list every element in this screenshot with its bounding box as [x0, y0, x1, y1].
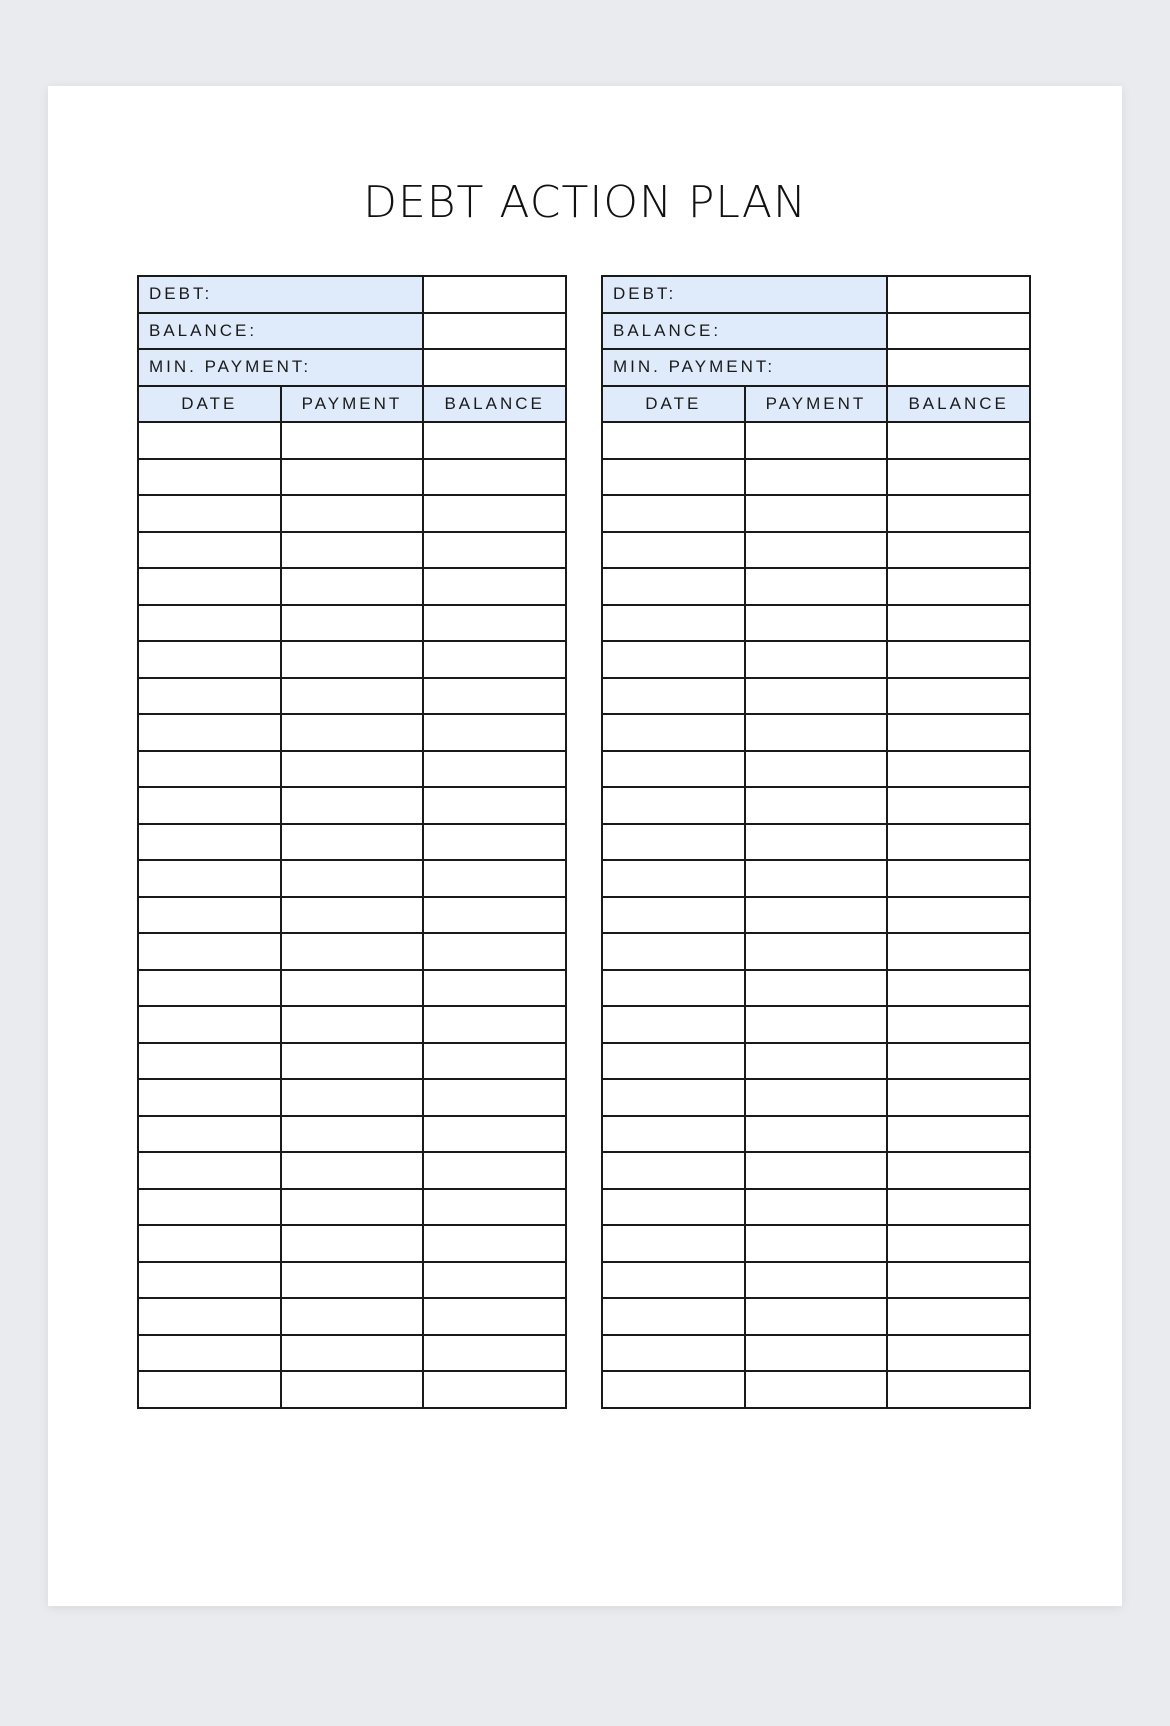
page-title: DEBT ACTION PLAN: [363, 177, 807, 228]
payment-cell[interactable]: [745, 678, 888, 715]
payment-cell[interactable]: [281, 1043, 424, 1080]
date-cell[interactable]: [602, 1335, 745, 1372]
balance-row: [602, 313, 1030, 350]
payment-cell[interactable]: [745, 1006, 888, 1043]
payment-cell[interactable]: [745, 1371, 888, 1408]
balance-cell[interactable]: [423, 1298, 566, 1335]
entry-row: [138, 933, 566, 970]
balance-cell[interactable]: [887, 459, 1030, 496]
balance-cell[interactable]: [887, 568, 1030, 605]
date-cell[interactable]: [602, 970, 745, 1007]
balance-cell[interactable]: [887, 422, 1030, 459]
entry-row: [602, 1298, 1030, 1335]
payment-cell[interactable]: [745, 1225, 888, 1262]
balance-cell[interactable]: [423, 1116, 566, 1153]
entry-row: [138, 714, 566, 751]
payment-cell[interactable]: [745, 751, 888, 788]
balance-cell[interactable]: [887, 1006, 1030, 1043]
payment-cell[interactable]: [745, 568, 888, 605]
entry-row: [138, 532, 566, 569]
balance-cell[interactable]: [423, 605, 566, 642]
balance-value-field[interactable]: [423, 313, 566, 350]
entry-row: [602, 897, 1030, 934]
balance-cell[interactable]: [887, 787, 1030, 824]
date-cell[interactable]: [602, 1225, 745, 1262]
entry-row: [602, 970, 1030, 1007]
balance-cell[interactable]: [887, 1335, 1030, 1372]
entry-row: [602, 1225, 1030, 1262]
payment-cell[interactable]: [745, 1298, 888, 1335]
payment-cell[interactable]: [281, 897, 424, 934]
min-payment-row: [602, 349, 1030, 386]
payment-cell[interactable]: [281, 422, 424, 459]
date-cell[interactable]: [138, 860, 281, 897]
payment-column-header: PAYMENT: [745, 386, 888, 423]
entry-row: [602, 1079, 1030, 1116]
balance-cell[interactable]: [423, 1371, 566, 1408]
entry-row: [138, 1262, 566, 1299]
balance-cell[interactable]: [423, 678, 566, 715]
payment-cell[interactable]: [745, 532, 888, 569]
payment-cell[interactable]: [745, 1116, 888, 1153]
entry-row: [602, 568, 1030, 605]
entry-row: [138, 1043, 566, 1080]
entry-row: [138, 678, 566, 715]
payment-cell[interactable]: [281, 860, 424, 897]
date-cell[interactable]: [138, 568, 281, 605]
balance-cell[interactable]: [887, 1225, 1030, 1262]
balance-row: [138, 313, 566, 350]
payment-cell[interactable]: [745, 897, 888, 934]
debt-label: DEBT:: [138, 276, 423, 313]
date-cell[interactable]: [602, 605, 745, 642]
entry-row: [138, 1079, 566, 1116]
entry-row: [602, 1006, 1030, 1043]
payment-cell[interactable]: [745, 1189, 888, 1226]
payment-cell[interactable]: [745, 495, 888, 532]
entry-row: [602, 459, 1030, 496]
entry-row: [138, 1152, 566, 1189]
date-cell[interactable]: [602, 714, 745, 751]
min-payment-value-field[interactable]: [887, 349, 1030, 386]
payment-cell[interactable]: [281, 970, 424, 1007]
balance-cell[interactable]: [887, 1116, 1030, 1153]
payment-cell[interactable]: [281, 1371, 424, 1408]
date-column-header: DATE: [602, 386, 745, 423]
balance-cell[interactable]: [423, 1189, 566, 1226]
balance-cell[interactable]: [423, 1043, 566, 1080]
payment-cell[interactable]: [281, 1262, 424, 1299]
entry-row: [602, 1262, 1030, 1299]
balance-cell[interactable]: [423, 824, 566, 861]
entry-row: [138, 459, 566, 496]
balance-value-field[interactable]: [887, 313, 1030, 350]
entry-row: [602, 714, 1030, 751]
balance-cell[interactable]: [423, 1006, 566, 1043]
entry-row: [602, 1152, 1030, 1189]
balance-cell[interactable]: [423, 860, 566, 897]
debt-table-1: [137, 275, 567, 1409]
entry-row: [138, 568, 566, 605]
debt-label: DEBT:: [602, 276, 887, 313]
balance-cell[interactable]: [423, 568, 566, 605]
entry-row: [602, 860, 1030, 897]
debt-row: [602, 276, 1030, 313]
entry-row: [138, 1225, 566, 1262]
date-cell[interactable]: [138, 1043, 281, 1080]
balance-cell[interactable]: [423, 933, 566, 970]
date-cell[interactable]: [138, 1225, 281, 1262]
payment-cell[interactable]: [745, 1043, 888, 1080]
balance-cell[interactable]: [887, 897, 1030, 934]
payment-cell[interactable]: [281, 532, 424, 569]
payment-cell[interactable]: [281, 495, 424, 532]
date-cell[interactable]: [138, 970, 281, 1007]
entry-row: [138, 1371, 566, 1408]
date-cell[interactable]: [138, 678, 281, 715]
balance-cell[interactable]: [887, 641, 1030, 678]
entry-row: [602, 751, 1030, 788]
entry-row: [138, 1335, 566, 1372]
date-cell[interactable]: [138, 824, 281, 861]
date-column-header: DATE: [138, 386, 281, 423]
balance-cell[interactable]: [423, 897, 566, 934]
date-cell[interactable]: [602, 1189, 745, 1226]
debt-table-body: [602, 276, 1030, 1408]
entry-row: [602, 495, 1030, 532]
entry-row: [138, 970, 566, 1007]
balance-cell[interactable]: [887, 824, 1030, 861]
date-cell[interactable]: [138, 714, 281, 751]
payment-cell[interactable]: [745, 860, 888, 897]
payment-cell[interactable]: [745, 1335, 888, 1372]
payment-cell[interactable]: [745, 1262, 888, 1299]
balance-cell[interactable]: [423, 422, 566, 459]
date-cell[interactable]: [138, 1079, 281, 1116]
date-cell[interactable]: [138, 1335, 281, 1372]
balance-cell[interactable]: [423, 495, 566, 532]
debt-value-field[interactable]: [887, 276, 1030, 313]
date-cell[interactable]: [602, 787, 745, 824]
date-cell[interactable]: [138, 532, 281, 569]
balance-cell[interactable]: [423, 1225, 566, 1262]
date-cell[interactable]: [602, 1152, 745, 1189]
payment-cell[interactable]: [281, 751, 424, 788]
entry-row: [138, 1116, 566, 1153]
min-payment-row: [138, 349, 566, 386]
balance-cell[interactable]: [423, 1335, 566, 1372]
date-cell[interactable]: [602, 532, 745, 569]
date-cell[interactable]: [138, 1116, 281, 1153]
entry-row: [602, 787, 1030, 824]
date-cell[interactable]: [602, 751, 745, 788]
date-cell[interactable]: [602, 1043, 745, 1080]
date-cell[interactable]: [602, 860, 745, 897]
balance-cell[interactable]: [423, 714, 566, 751]
balance-cell[interactable]: [887, 1298, 1030, 1335]
payment-cell[interactable]: [745, 1152, 888, 1189]
entry-row: [138, 495, 566, 532]
debt-table-body: [138, 276, 566, 1408]
date-cell[interactable]: [602, 568, 745, 605]
payment-cell[interactable]: [281, 1079, 424, 1116]
entry-row: [138, 1189, 566, 1226]
date-cell[interactable]: [138, 1189, 281, 1226]
payment-cell[interactable]: [281, 678, 424, 715]
entry-row: [602, 1371, 1030, 1408]
payment-cell[interactable]: [281, 1189, 424, 1226]
date-cell[interactable]: [602, 1298, 745, 1335]
balance-cell[interactable]: [887, 1262, 1030, 1299]
balance-cell[interactable]: [887, 933, 1030, 970]
date-cell[interactable]: [138, 605, 281, 642]
payment-cell[interactable]: [281, 824, 424, 861]
entry-row: [602, 1335, 1030, 1372]
payment-cell[interactable]: [745, 605, 888, 642]
balance-cell[interactable]: [887, 1079, 1030, 1116]
payment-cell[interactable]: [745, 787, 888, 824]
date-cell[interactable]: [602, 641, 745, 678]
payment-cell[interactable]: [745, 459, 888, 496]
date-cell[interactable]: [138, 787, 281, 824]
date-cell[interactable]: [602, 678, 745, 715]
payment-cell[interactable]: [745, 422, 888, 459]
document-page: [48, 86, 1122, 1606]
balance-cell[interactable]: [423, 532, 566, 569]
balance-cell[interactable]: [423, 970, 566, 1007]
column-header-row: [602, 386, 1030, 423]
balance-cell[interactable]: [887, 751, 1030, 788]
balance-cell[interactable]: [423, 787, 566, 824]
date-cell[interactable]: [138, 897, 281, 934]
payment-cell[interactable]: [281, 1152, 424, 1189]
entry-row: [138, 422, 566, 459]
date-cell[interactable]: [138, 422, 281, 459]
payment-cell[interactable]: [745, 824, 888, 861]
date-cell[interactable]: [602, 1006, 745, 1043]
entry-row: [138, 605, 566, 642]
date-cell[interactable]: [602, 1262, 745, 1299]
entry-row: [138, 1298, 566, 1335]
balance-cell[interactable]: [423, 1152, 566, 1189]
balance-cell[interactable]: [423, 1079, 566, 1116]
min-payment-label: MIN. PAYMENT:: [602, 349, 887, 386]
date-cell[interactable]: [138, 933, 281, 970]
balance-cell[interactable]: [887, 1371, 1030, 1408]
debt-table-2: [601, 275, 1031, 1409]
payment-cell[interactable]: [281, 714, 424, 751]
date-cell[interactable]: [138, 751, 281, 788]
balance-cell[interactable]: [423, 459, 566, 496]
entry-row: [602, 1189, 1030, 1226]
entry-row: [138, 641, 566, 678]
min-payment-label: MIN. PAYMENT:: [138, 349, 423, 386]
payment-cell[interactable]: [745, 714, 888, 751]
balance-label: BALANCE:: [602, 313, 887, 350]
entry-row: [602, 678, 1030, 715]
date-cell[interactable]: [602, 459, 745, 496]
date-cell[interactable]: [138, 1371, 281, 1408]
entry-row: [138, 787, 566, 824]
entry-row: [602, 641, 1030, 678]
balance-cell[interactable]: [423, 641, 566, 678]
debt-row: [138, 276, 566, 313]
payment-cell[interactable]: [281, 1298, 424, 1335]
date-cell[interactable]: [602, 897, 745, 934]
date-cell[interactable]: [602, 1079, 745, 1116]
balance-cell[interactable]: [887, 495, 1030, 532]
entry-row: [138, 897, 566, 934]
balance-column-header: BALANCE: [887, 386, 1030, 423]
payment-cell[interactable]: [281, 1116, 424, 1153]
date-cell[interactable]: [138, 1152, 281, 1189]
date-cell[interactable]: [138, 495, 281, 532]
payment-cell[interactable]: [281, 1335, 424, 1372]
min-payment-value-field[interactable]: [423, 349, 566, 386]
payment-cell[interactable]: [281, 1006, 424, 1043]
balance-cell[interactable]: [887, 714, 1030, 751]
balance-cell[interactable]: [887, 1043, 1030, 1080]
entry-row: [138, 824, 566, 861]
entry-row: [602, 422, 1030, 459]
balance-cell[interactable]: [887, 532, 1030, 569]
date-cell[interactable]: [138, 641, 281, 678]
date-cell[interactable]: [602, 1371, 745, 1408]
balance-label: BALANCE:: [138, 313, 423, 350]
payment-cell[interactable]: [281, 459, 424, 496]
entry-row: [602, 1116, 1030, 1153]
date-cell[interactable]: [602, 824, 745, 861]
payment-cell[interactable]: [745, 970, 888, 1007]
payment-cell[interactable]: [281, 787, 424, 824]
entry-row: [602, 532, 1030, 569]
balance-cell[interactable]: [887, 678, 1030, 715]
date-cell[interactable]: [138, 1298, 281, 1335]
payment-cell[interactable]: [281, 641, 424, 678]
entry-row: [138, 860, 566, 897]
balance-cell[interactable]: [887, 970, 1030, 1007]
date-cell[interactable]: [602, 495, 745, 532]
entry-row: [602, 824, 1030, 861]
payment-column-header: PAYMENT: [281, 386, 424, 423]
payment-cell[interactable]: [745, 1079, 888, 1116]
payment-cell[interactable]: [281, 605, 424, 642]
balance-cell[interactable]: [887, 1189, 1030, 1226]
debt-value-field[interactable]: [423, 276, 566, 313]
balance-column-header: BALANCE: [423, 386, 566, 423]
date-cell[interactable]: [138, 1006, 281, 1043]
balance-cell[interactable]: [887, 605, 1030, 642]
entry-row: [138, 751, 566, 788]
payment-cell[interactable]: [745, 933, 888, 970]
date-cell[interactable]: [138, 1262, 281, 1299]
payment-cell[interactable]: [745, 641, 888, 678]
date-cell[interactable]: [602, 933, 745, 970]
date-cell[interactable]: [602, 422, 745, 459]
entry-row: [602, 933, 1030, 970]
entry-row: [602, 605, 1030, 642]
balance-cell[interactable]: [423, 751, 566, 788]
entry-row: [602, 1043, 1030, 1080]
entry-row: [138, 1006, 566, 1043]
payment-cell[interactable]: [281, 933, 424, 970]
balance-cell[interactable]: [887, 1152, 1030, 1189]
payment-cell[interactable]: [281, 568, 424, 605]
payment-cell[interactable]: [281, 1225, 424, 1262]
date-cell[interactable]: [602, 1116, 745, 1153]
balance-cell[interactable]: [887, 860, 1030, 897]
date-cell[interactable]: [138, 459, 281, 496]
balance-cell[interactable]: [423, 1262, 566, 1299]
column-header-row: [138, 386, 566, 423]
